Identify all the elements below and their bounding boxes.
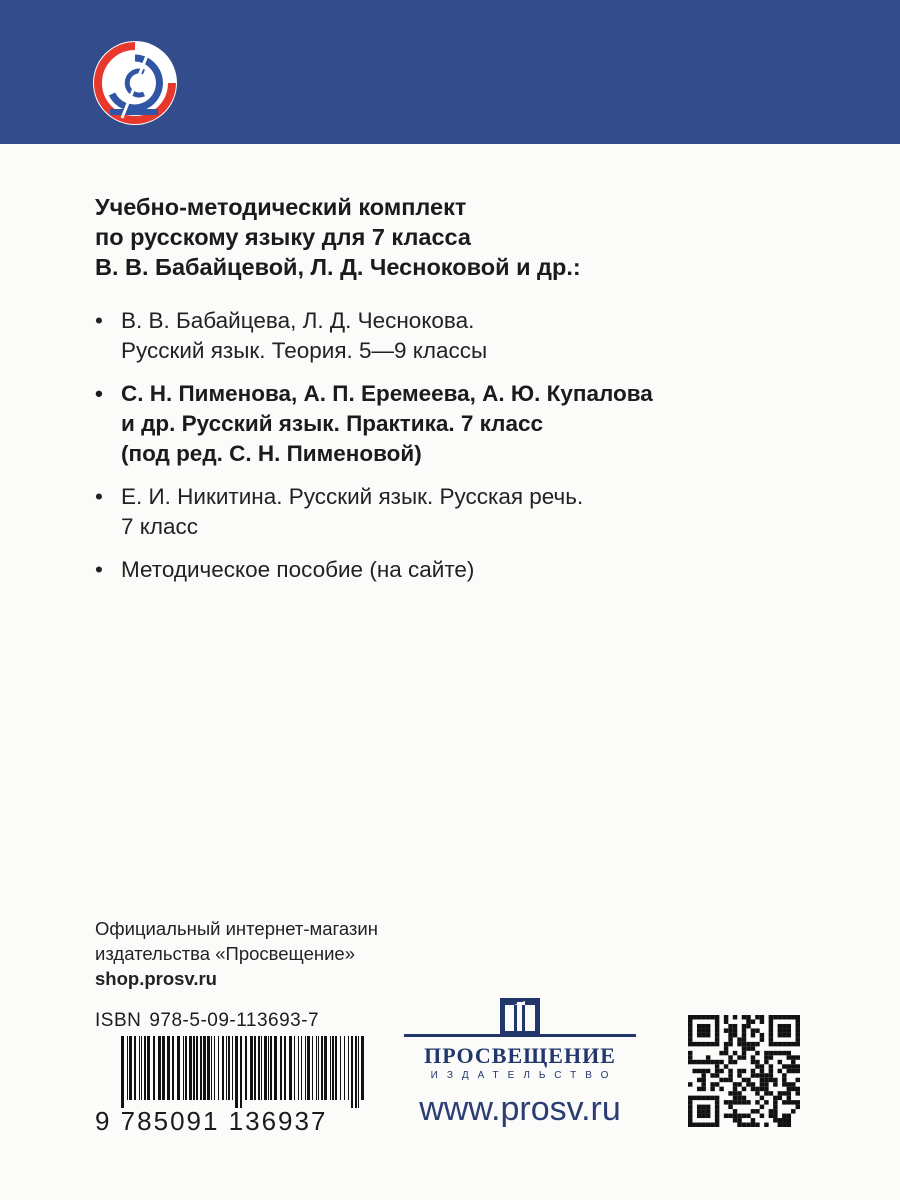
qr-code-icon <box>688 1015 800 1127</box>
publisher-url-link[interactable]: www.prosv.ru <box>419 1090 621 1128</box>
online-shop-info <box>95 916 515 991</box>
list-item-line: Е. И. Никитина. Русский язык. Русская речь. <box>121 484 584 509</box>
list-item-line: С. Н. Пименова, А. П. Еремеева, А. Ю. Купалова <box>121 381 653 406</box>
isbn-number: 978-5-09-113693-7 <box>149 1010 320 1031</box>
list-item-line: В. В. Бабайцева, Л. Д. Чеснокова. <box>121 308 475 333</box>
isbn-label: ISBN <box>95 1010 142 1031</box>
list-item <box>95 306 855 366</box>
publisher-emblem-icon <box>92 40 178 126</box>
list-item-line: 7 класс <box>121 514 199 539</box>
kit-items-list <box>95 306 855 598</box>
bullet-icon: • <box>95 308 103 333</box>
bullet-icon: • <box>95 381 103 406</box>
list-item <box>95 379 855 469</box>
kit-heading-line: В. В. Бабайцевой, Л. Д. Чесноковой и др.: <box>95 254 581 280</box>
shop-line: Официальный интернет-магазин <box>95 918 378 939</box>
list-item-line: Русский язык. Теория. 5—9 классы <box>121 338 488 363</box>
barcode-digits: 9 785091 136937 <box>95 1106 328 1136</box>
list-item <box>95 555 855 585</box>
list-item-line: (под ред. С. Н. Пименовой) <box>121 441 422 466</box>
publisher-logo <box>404 998 636 1083</box>
isbn-barcode-block <box>95 1010 375 1137</box>
bullet-icon: • <box>95 484 103 509</box>
barcode-icon <box>119 1036 369 1108</box>
list-item-line: Методическое пособие (на сайте) <box>121 557 475 582</box>
publisher-subtitle: ИЗДАТЕЛЬСТВО <box>430 1070 618 1081</box>
header-band <box>0 0 900 144</box>
list-item-line: и др. Русский язык. Практика. 7 класс <box>121 411 544 436</box>
kit-heading-line: по русскому языку для 7 класса <box>95 224 471 250</box>
kit-heading <box>95 192 855 282</box>
publisher-name: ПРОСВЕЩЕНИЕ <box>424 1043 616 1068</box>
isbn-line <box>95 1010 375 1036</box>
publisher-book-icon <box>500 998 540 1034</box>
publisher-rule <box>404 1034 636 1037</box>
shop-url-link[interactable]: shop.prosv.ru <box>95 968 217 989</box>
bullet-icon: • <box>95 557 103 582</box>
kit-heading-line: Учебно-методический комплект <box>95 194 467 220</box>
list-item <box>95 482 855 542</box>
shop-line: издательства «Просвещение» <box>95 943 355 964</box>
